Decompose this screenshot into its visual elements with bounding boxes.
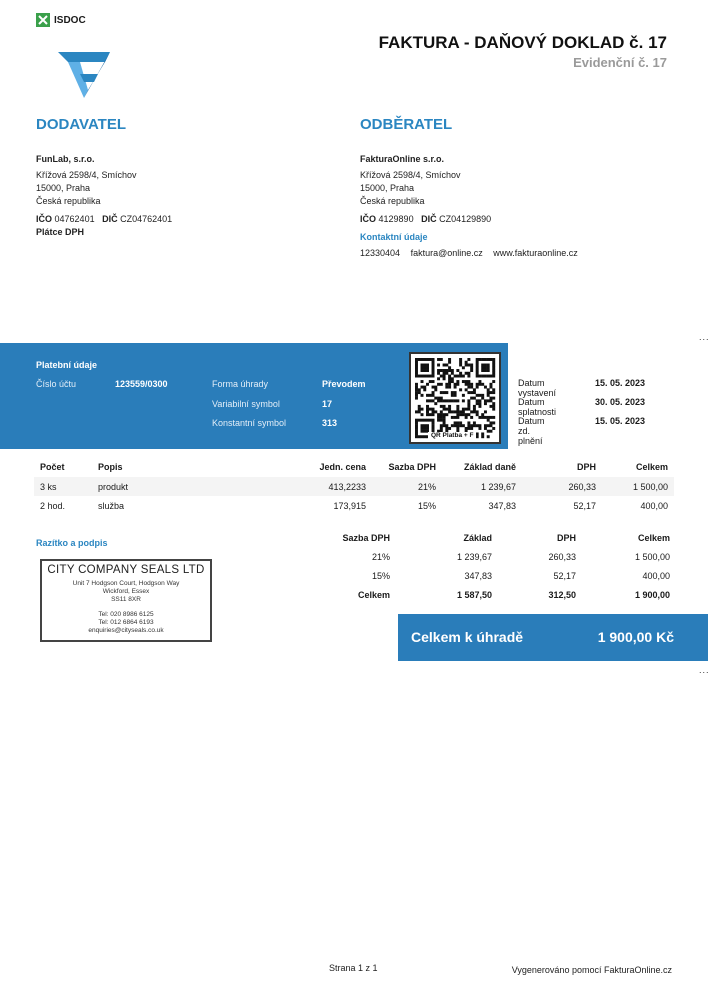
ks-value: 313 bbox=[322, 418, 338, 428]
supplier-dic: CZ04762401 bbox=[120, 214, 173, 224]
due-date: 30. 05. 2023 bbox=[595, 397, 646, 407]
supplier-vat-payer: Plátce DPH bbox=[36, 227, 85, 237]
vat-total-vat: 312,50 bbox=[548, 589, 576, 600]
customer-dic-label: DIČ bbox=[421, 214, 437, 224]
col-quantity: Počet bbox=[40, 462, 65, 472]
vat-total-row bbox=[336, 585, 676, 604]
supplier-ids bbox=[36, 213, 296, 226]
stamp-heading: Razítko a podpis bbox=[36, 538, 108, 548]
stamp-line-4: Tel: 020 8986 6125 bbox=[98, 611, 154, 618]
vat-row bbox=[336, 566, 676, 585]
contact-row bbox=[360, 247, 660, 260]
total-due-label: Celkem k úhradě bbox=[411, 629, 524, 645]
page-number: Strana 1 z 1 bbox=[329, 963, 378, 973]
col-tax-base: Základ daně bbox=[463, 462, 516, 472]
col-total: Celkem bbox=[635, 462, 668, 472]
qr-code-icon bbox=[411, 354, 499, 442]
vat-col-vat: DPH bbox=[556, 532, 576, 543]
col-vat-rate: Sazba DPH bbox=[388, 462, 436, 472]
account-label: Číslo účtu bbox=[36, 379, 77, 389]
vat-cell-total: 400,00 bbox=[642, 570, 670, 581]
items-header-row bbox=[34, 457, 674, 477]
customer-country: Česká republika bbox=[360, 196, 425, 206]
qr-code bbox=[409, 352, 501, 444]
isdoc-label: ISDOC bbox=[54, 14, 86, 26]
customer-email[interactable]: faktura@online.cz bbox=[410, 248, 483, 258]
vat-cell-rate: 21% bbox=[371, 551, 390, 562]
col-unit-price: Jedn. cena bbox=[319, 462, 366, 472]
issued-label: Datum vystavení bbox=[518, 378, 557, 398]
cell-description: služba bbox=[98, 500, 125, 511]
issued-date: 15. 05. 2023 bbox=[595, 378, 646, 388]
generated-by[interactable]: Vygenerováno pomocí FakturaOnline.cz bbox=[511, 965, 672, 975]
total-due-bar bbox=[398, 614, 708, 661]
cell-vat: 260,33 bbox=[522, 477, 602, 496]
due-label: Datum splatnosti bbox=[518, 397, 557, 417]
vat-total-base: 1 587,50 bbox=[456, 589, 492, 600]
customer-phone[interactable]: 12330404 bbox=[360, 248, 401, 258]
cell-vat-rate: 15% bbox=[417, 500, 436, 511]
table-row bbox=[34, 496, 674, 515]
stamp-line-3: SS11 8XR bbox=[111, 596, 141, 603]
contact-heading: Kontaktní údaje bbox=[360, 232, 428, 242]
cell-quantity: 2 hod. bbox=[40, 500, 66, 511]
ks-label: Konstantní symbol bbox=[212, 418, 287, 428]
vat-header-row bbox=[336, 528, 676, 547]
customer-street: Křížová 2598/4, Smíchov bbox=[360, 170, 461, 180]
invoice-subtitle: Evidenční č. 17 bbox=[573, 55, 667, 70]
stamp-line-5: Tel: 012 6864 6193 bbox=[98, 619, 154, 626]
invoice-title: FAKTURA - DAŇOVÝ DOKLAD č. 17 bbox=[378, 33, 667, 52]
taxable-date: 15. 05. 2023 bbox=[595, 416, 646, 426]
vat-col-total: Celkem bbox=[637, 532, 670, 543]
vat-total-sum: 1 900,00 bbox=[634, 589, 670, 600]
vat-cell-total: 1 500,00 bbox=[634, 551, 670, 562]
qr-caption: QR Platba + F bbox=[428, 432, 476, 439]
stamp-line-6: enquiries@cityseals.co.uk bbox=[88, 627, 164, 634]
vat-cell-vat: 52,17 bbox=[553, 570, 576, 581]
method-label: Forma úhrady bbox=[212, 379, 269, 389]
supplier-name: FunLab, s.r.o. bbox=[36, 154, 95, 164]
total-due-value: 1 900,00 Kč bbox=[597, 629, 674, 645]
vat-cell-base: 1 239,67 bbox=[456, 551, 492, 562]
supplier-ico-label: IČO bbox=[36, 214, 53, 224]
isdoc-badge[interactable] bbox=[36, 13, 86, 27]
cell-tax-base: 1 239,67 bbox=[442, 477, 522, 496]
cell-vat-rate: 21% bbox=[372, 477, 442, 496]
company-logo bbox=[58, 50, 110, 98]
supplier-country: Česká republika bbox=[36, 196, 101, 206]
cell-quantity: 3 ks bbox=[34, 477, 92, 496]
col-description: Popis bbox=[98, 462, 123, 472]
stamp-line-1: Unit 7 Hodgson Court, Hodgson Way bbox=[72, 580, 180, 587]
table-row bbox=[34, 477, 674, 496]
vat-cell-rate: 15% bbox=[371, 570, 390, 581]
vs-label: Variabilní symbol bbox=[212, 399, 280, 409]
customer-web[interactable]: www.fakturaonline.cz bbox=[493, 248, 578, 258]
customer-dic: CZ04129890 bbox=[439, 214, 492, 224]
supplier-city: 15000, Praha bbox=[36, 183, 91, 193]
supplier-ico: 04762401 bbox=[54, 214, 95, 224]
vat-total-label: Celkem bbox=[357, 589, 390, 600]
cell-unit-price: 173,915 bbox=[333, 500, 366, 511]
cell-total: 1 500,00 bbox=[602, 477, 674, 496]
vat-row bbox=[336, 547, 676, 566]
account-value: 123559/0300 bbox=[115, 379, 168, 389]
customer-name: FakturaOnline s.r.o. bbox=[360, 154, 445, 164]
supplier-block bbox=[36, 153, 296, 239]
company-stamp bbox=[40, 559, 212, 642]
cell-total: 400,00 bbox=[640, 500, 668, 511]
stamp-title: CITY COMPANY SEALS LTD bbox=[47, 564, 205, 576]
isdoc-icon bbox=[36, 13, 50, 27]
supplier-dic-label: DIČ bbox=[102, 214, 118, 224]
customer-ids bbox=[360, 213, 660, 226]
cell-tax-base: 347,83 bbox=[488, 500, 516, 511]
customer-ico-label: IČO bbox=[360, 214, 377, 224]
cell-unit-price: 413,2233 bbox=[242, 477, 372, 496]
vat-cell-base: 347,83 bbox=[464, 570, 492, 581]
supplier-street: Křížová 2598/4, Smíchov bbox=[36, 170, 137, 180]
vs-value: 17 bbox=[322, 399, 333, 409]
payment-heading: Platební údaje bbox=[36, 360, 98, 370]
cell-vat: 52,17 bbox=[573, 500, 596, 511]
customer-heading: ODBĚRATEL bbox=[360, 116, 453, 133]
method-value: Převodem bbox=[322, 379, 366, 389]
col-vat: DPH bbox=[576, 462, 596, 472]
supplier-heading: DODAVATEL bbox=[36, 116, 126, 133]
vat-summary-table bbox=[336, 528, 676, 604]
taxable-label: Datum zd. plnění bbox=[518, 416, 545, 446]
ellipsis-marker: ... bbox=[699, 332, 710, 342]
ellipsis-marker: ... bbox=[699, 665, 710, 675]
customer-ico: 4129890 bbox=[378, 214, 414, 224]
vat-col-rate: Sazba DPH bbox=[342, 532, 390, 543]
items-table bbox=[34, 457, 674, 515]
vat-col-base: Základ bbox=[463, 532, 492, 543]
vat-cell-vat: 260,33 bbox=[548, 551, 576, 562]
customer-city: 15000, Praha bbox=[360, 183, 415, 193]
stamp-line-2: Wickford, Essex bbox=[102, 588, 150, 595]
cell-description: produkt bbox=[92, 477, 242, 496]
customer-block bbox=[360, 153, 660, 260]
